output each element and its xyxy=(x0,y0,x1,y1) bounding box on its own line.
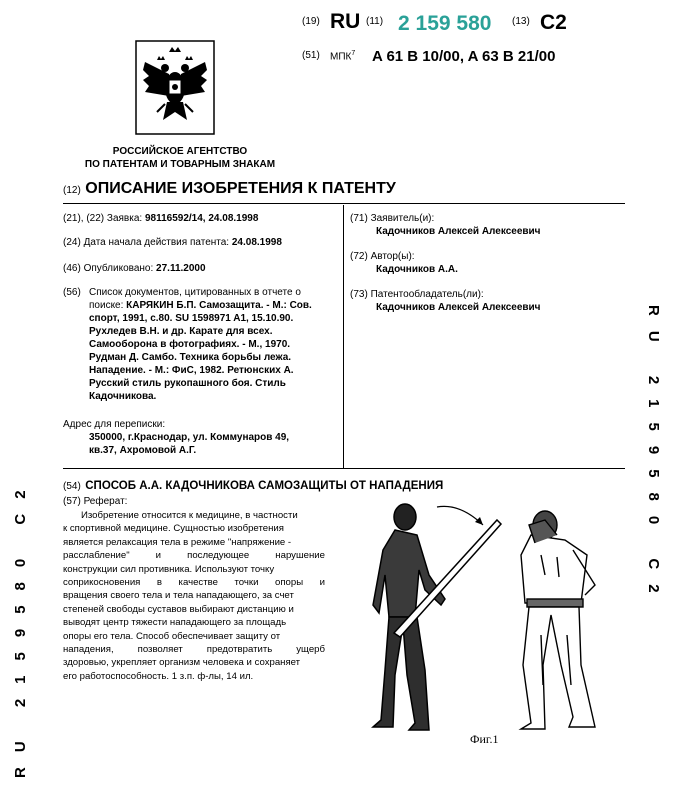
figure-1-illustration xyxy=(345,495,620,745)
abstract-label: Реферат: xyxy=(83,496,128,507)
abstract-line: его работоспособность. 1 з.п. ф-лы, 14 ил. xyxy=(63,670,254,682)
attacker-figure xyxy=(521,511,595,729)
start-date-value: 24.08.1998 xyxy=(231,237,282,248)
mpk-label xyxy=(330,50,355,62)
document-title: ОПИСАНИЕ ИЗОБРЕТЕНИЯ К ПАТЕНТУ xyxy=(85,180,396,197)
abstract-line: расслабление" и последующее нарушение xyxy=(63,550,325,562)
field-24 xyxy=(63,236,343,249)
inid-46: (46) xyxy=(63,263,81,274)
document-title-row xyxy=(63,180,663,198)
abstract-line: Изобретение относится к медицине, в частности xyxy=(81,510,298,521)
cited-label-line1: Список документов, цитированных в отчете о xyxy=(89,287,301,298)
correspondence-address xyxy=(63,418,353,457)
cited-line: спорт, 1991, с.80. SU 1598971 A1, 15.10.90. xyxy=(89,313,294,324)
field-72 xyxy=(350,250,620,276)
mpk-superscript: 7 xyxy=(351,50,356,57)
cited-line: Рудман Д. Самбо. Техника борьбы лежа. xyxy=(89,352,292,363)
inid-71: (71) xyxy=(350,213,368,224)
published-value: 27.11.2000 xyxy=(156,263,206,274)
right-side-code: RU 2159580 C2 xyxy=(645,305,662,608)
cited-label-end: поиске: xyxy=(89,300,124,311)
abstract-text xyxy=(63,509,325,683)
field-71 xyxy=(350,212,620,238)
ipc-classes: A 61 B 10/00, A 63 B 21/00 xyxy=(372,48,556,65)
author-value: Кадочников А.А. xyxy=(376,264,458,275)
cited-line: Кадочникова. xyxy=(89,391,157,402)
field-21-22 xyxy=(63,212,343,225)
patent-header xyxy=(302,10,682,70)
abstract-line: к спортивной медицине. Сущностью изобретения xyxy=(63,523,284,535)
title-divider xyxy=(63,203,625,204)
patent-holder-value: Кадочников Алексей Алексеевич xyxy=(376,302,541,313)
abstract-line: нападения, позволяет предотвратить ущерб xyxy=(63,644,325,656)
application-label: Заявка: xyxy=(106,213,143,224)
inid-19: (19) xyxy=(302,16,320,27)
cited-line: Самооборона в фотографиях. - М., 1970. xyxy=(89,339,291,350)
abstract-line: выводят центр тяжести нападающего за площадь xyxy=(63,617,287,629)
figure-caption: Фиг.1 xyxy=(470,732,499,745)
russian-emblem-icon xyxy=(135,40,215,135)
application-value: 98116592/14, 24.08.1998 xyxy=(144,213,259,224)
author-label: Автор(ы): xyxy=(370,251,415,262)
inid-57: (57) xyxy=(63,496,81,507)
kind-code: C2 xyxy=(540,11,567,34)
inid-56: (56) xyxy=(63,287,81,298)
applicant-label: Заявитель(и): xyxy=(370,213,435,224)
inid-24: (24) xyxy=(63,237,81,248)
abstract-line: является релаксация тела в режиме "напряжение - xyxy=(63,536,292,548)
start-date-label: Дата начала действия патента: xyxy=(83,237,230,248)
field-46 xyxy=(63,262,343,275)
inid-54: (54) xyxy=(63,481,81,492)
cited-documents xyxy=(89,286,353,403)
mpk-label-text: МПК xyxy=(330,51,352,63)
patent-number: 2 159 580 xyxy=(398,12,492,35)
fields-divider xyxy=(63,468,625,469)
inid-12: (12) xyxy=(63,185,81,196)
abstract-line: соприкосновения в качестве точки опоры и xyxy=(63,577,325,589)
cited-line: Нападение. - М.: ФиС, 1982. Ретюнских А. xyxy=(89,365,294,376)
address-line: 350000, г.Краснодар, ул. Коммунаров 49, xyxy=(89,432,290,443)
abstract xyxy=(63,495,325,683)
inid-51: (51) xyxy=(302,50,320,61)
left-side-code: RU 2159580 C2 xyxy=(12,475,29,778)
abstract-heading xyxy=(63,495,325,508)
agency-name xyxy=(60,145,300,171)
cited-label-line2 xyxy=(89,299,353,312)
patent-holder-label: Патентообладатель(ли): xyxy=(370,289,484,300)
field-73 xyxy=(350,288,620,314)
cited-line: Русский стиль рукопашного боя. Стиль xyxy=(89,378,286,389)
published-label: Опубликовано: xyxy=(83,263,154,274)
cited-first-ref: КАРЯКИН Б.П. Самозащита. - М.: Сов. xyxy=(126,300,312,311)
abstract-line: вращения своего тела и тела нападающего, за счет xyxy=(63,590,294,602)
abstract-line: конструкции сил противника. Используют точку xyxy=(63,563,275,575)
address-line: кв.37, Ахромовой А.Г. xyxy=(89,445,197,456)
agency-line2: ПО ПАТЕНТАМ И ТОВАРНЫМ ЗНАКАМ xyxy=(84,159,276,170)
agency-line1: РОССИЙСКОЕ АГЕНТСТВО xyxy=(112,146,248,157)
cited-line: Рухледев В.Н. и др. Карате для всех. xyxy=(89,326,273,337)
address-label: Адрес для переписки: xyxy=(63,419,166,430)
column-divider xyxy=(343,205,344,468)
inid-73: (73) xyxy=(350,289,368,300)
invention-title: СПОСОБ А.А. КАДОЧНИКОВА САМОЗАЩИТЫ ОТ НАПАДЕНИЯ xyxy=(85,480,444,492)
inid-21-22: (21), (22) xyxy=(63,213,105,224)
invention-title-row xyxy=(63,476,623,494)
abstract-line: степеней свободы суставов выбирают дистанцию и xyxy=(63,603,294,615)
country-code: RU xyxy=(330,10,361,33)
inid-13: (13) xyxy=(512,16,530,27)
abstract-line: опоры его тела. Способ обеспечивает защиту от xyxy=(63,630,281,642)
abstract-line: здоровью, укрепляет организм человека и сохраняет xyxy=(63,657,301,669)
applicant-value: Кадочников Алексей Алексеевич xyxy=(376,226,541,237)
inid-72: (72) xyxy=(350,251,368,262)
inid-11: (11) xyxy=(366,16,384,27)
